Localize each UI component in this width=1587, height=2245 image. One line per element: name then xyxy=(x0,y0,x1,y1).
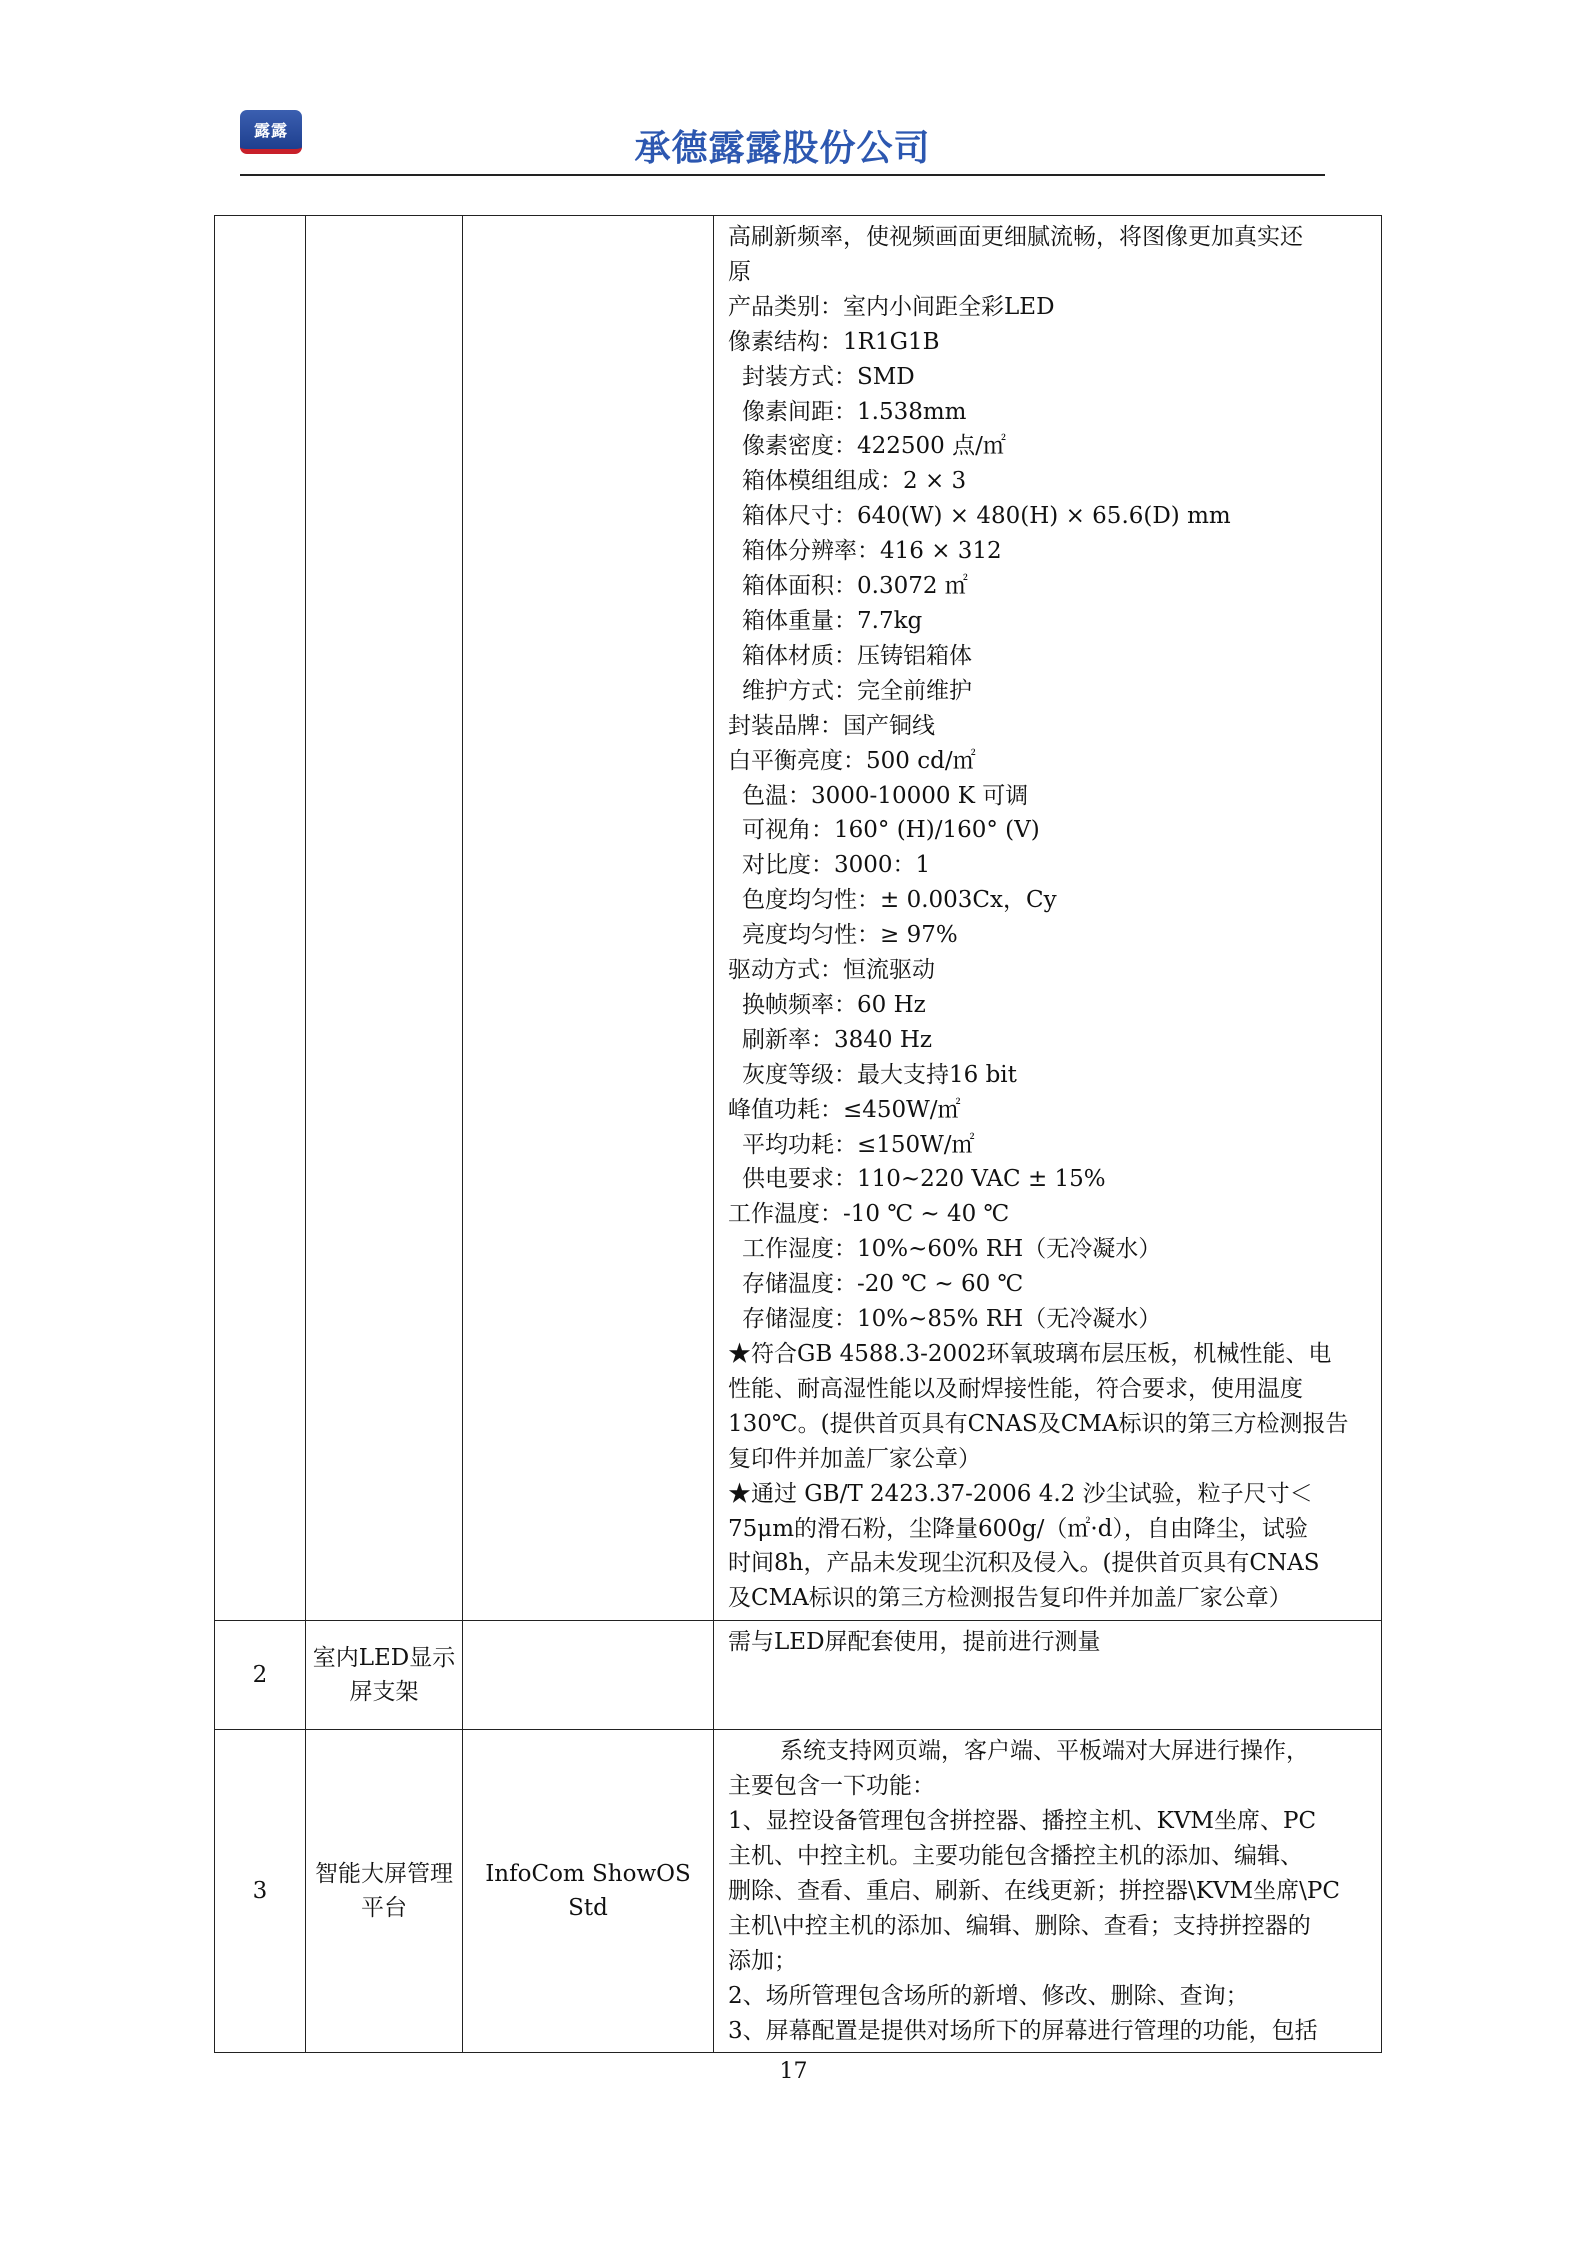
table-row xyxy=(215,216,1382,1621)
description-line: 存储湿度：10%~85% RH（无冷凝水） xyxy=(742,1306,1162,1333)
description-line: 箱体面积：0.3072 ㎡ xyxy=(742,573,968,600)
description-line: 对比度：3000：1 xyxy=(742,852,931,879)
description-line: 高刷新频率，使视频画面更细腻流畅，将图像更加真实还 xyxy=(728,224,1303,250)
description-line: 驱动方式：恒流驱动 xyxy=(728,957,935,984)
description-line: 存储温度：-20 ℃ ~ 60 ℃ xyxy=(742,1271,1024,1298)
description-line: ★通过 GB/T 2423.37-2006 4.2 沙尘试验，粒子尺寸＜ xyxy=(728,1480,1313,1507)
description-line: 复印件并加盖厂家公章） xyxy=(728,1445,981,1472)
description-line: 像素密度：422500 点/㎡ xyxy=(742,433,1006,460)
spec-table xyxy=(214,215,1382,2053)
description-line: 1、显控设备管理包含拼控器、播控主机、KVM坐席、PC xyxy=(728,1808,1317,1835)
description-line: 箱体分辨率：416 × 312 xyxy=(742,538,1002,565)
row-product-name xyxy=(306,216,463,1621)
description-line: 峰值功耗：≤450W/㎡ xyxy=(728,1096,961,1123)
description-line: 可视角：160° (H)/160° (V) xyxy=(742,817,1040,844)
description-line: 产品类别：室内小间距全彩LED xyxy=(728,293,1055,320)
row-model: InfoCom ShowOS Std xyxy=(463,1730,714,2053)
row-model xyxy=(463,1621,714,1730)
description-line: 时间8h，产品未发现尘沉积及侵入。(提供首页具有CNAS xyxy=(728,1550,1320,1577)
description-line: 工作湿度：10%~60% RH（无冷凝水） xyxy=(742,1236,1162,1263)
description-line: 原 xyxy=(728,258,751,285)
row-model xyxy=(463,216,714,1621)
description-line: 像素结构：1R1G1B xyxy=(728,328,940,355)
header-rule xyxy=(240,174,1325,176)
company-logo: 露露 xyxy=(240,110,302,154)
description-line: 封装方式：SMD xyxy=(742,363,915,390)
description-line: 箱体材质：压铸铝箱体 xyxy=(742,642,972,669)
description-line: 封装品牌：国产铜线 xyxy=(728,712,935,739)
description-line: 130℃。(提供首页具有CNAS及CMA标识的第三方检测报告 xyxy=(728,1410,1349,1437)
table-row xyxy=(215,1730,1382,2053)
description-line: 灰度等级：最大支持16 bit xyxy=(742,1061,1017,1088)
description-line: 主机\中控主机的添加、编辑、删除、查看；支持拼控器的 xyxy=(728,1912,1311,1939)
description-line: 亮度均匀性：≥ 97% xyxy=(742,922,958,949)
description-line: 需与LED屏配套使用，提前进行测量 xyxy=(728,1629,1101,1656)
description-line: 箱体重量：7.7kg xyxy=(742,607,923,634)
description-line: 系统支持网页端，客户端、平板端对大屏进行操作， xyxy=(780,1738,1309,1765)
description-line: 箱体模组组成：2 × 3 xyxy=(742,468,967,495)
description-line: 箱体尺寸：640(W) × 480(H) × 65.6(D) mm xyxy=(742,503,1231,530)
row-number xyxy=(215,216,306,1621)
description-line: 换帧频率：60 Hz xyxy=(742,991,926,1018)
table-row xyxy=(215,1621,1382,1730)
description-line: 性能、耐高湿性能以及耐焊接性能，符合要求，使用温度 xyxy=(728,1375,1303,1402)
description-line: 75μm的滑石粉，尘降量600g/（㎡·d），自由降尘，试验 xyxy=(728,1515,1308,1542)
description-line: 主机、中控主机。主要功能包含播控主机的添加、编辑、 xyxy=(728,1842,1303,1869)
page-header xyxy=(240,108,1325,178)
row-description xyxy=(714,1730,1382,2053)
description-line: 平均功耗：≤150W/㎡ xyxy=(742,1131,975,1158)
description-line: 删除、查看、重启、刷新、在线更新；拼控器\KVM坐席\PC xyxy=(728,1877,1340,1904)
description-line: 刷新率：3840 Hz xyxy=(742,1026,933,1053)
description-line: 供电要求：110~220 VAC ± 15% xyxy=(742,1166,1106,1193)
company-name: 承德露露股份公司 xyxy=(634,128,931,169)
description-line: 色温：3000-10000 K 可调 xyxy=(742,782,1029,809)
description-line: 及CMA标识的第三方检测报告复印件并加盖厂家公章） xyxy=(728,1585,1292,1612)
row-description xyxy=(714,216,1382,1621)
description-line: 主要包含一下功能： xyxy=(728,1773,935,1800)
row-product-name: 室内LED显示屏支架 xyxy=(306,1621,463,1730)
row-number: 2 xyxy=(215,1621,306,1730)
page-number: 17 xyxy=(779,2059,808,2084)
description-line: ★符合GB 4588.3-2002环氧玻璃布层压板，机械性能、电 xyxy=(728,1341,1332,1367)
description-line: 维护方式：完全前维护 xyxy=(742,677,972,704)
description-line: 3、屏幕配置是提供对场所下的屏幕进行管理的功能，包括 xyxy=(728,2017,1318,2044)
row-number: 3 xyxy=(215,1730,306,2053)
row-description xyxy=(714,1621,1382,1730)
description-line: 添加； xyxy=(728,1947,797,1974)
description-line: 工作温度：-10 ℃ ~ 40 ℃ xyxy=(728,1201,1010,1228)
description-line: 2、场所管理包含场所的新增、修改、删除、查询； xyxy=(728,1982,1249,2009)
description-line: 色度均匀性：± 0.003Cx，Cy xyxy=(742,887,1057,914)
description-line: 像素间距：1.538mm xyxy=(742,398,967,425)
description-line: 白平衡亮度：500 cd/㎡ xyxy=(728,747,976,774)
row-product-name: 智能大屏管理平台 xyxy=(306,1730,463,2053)
